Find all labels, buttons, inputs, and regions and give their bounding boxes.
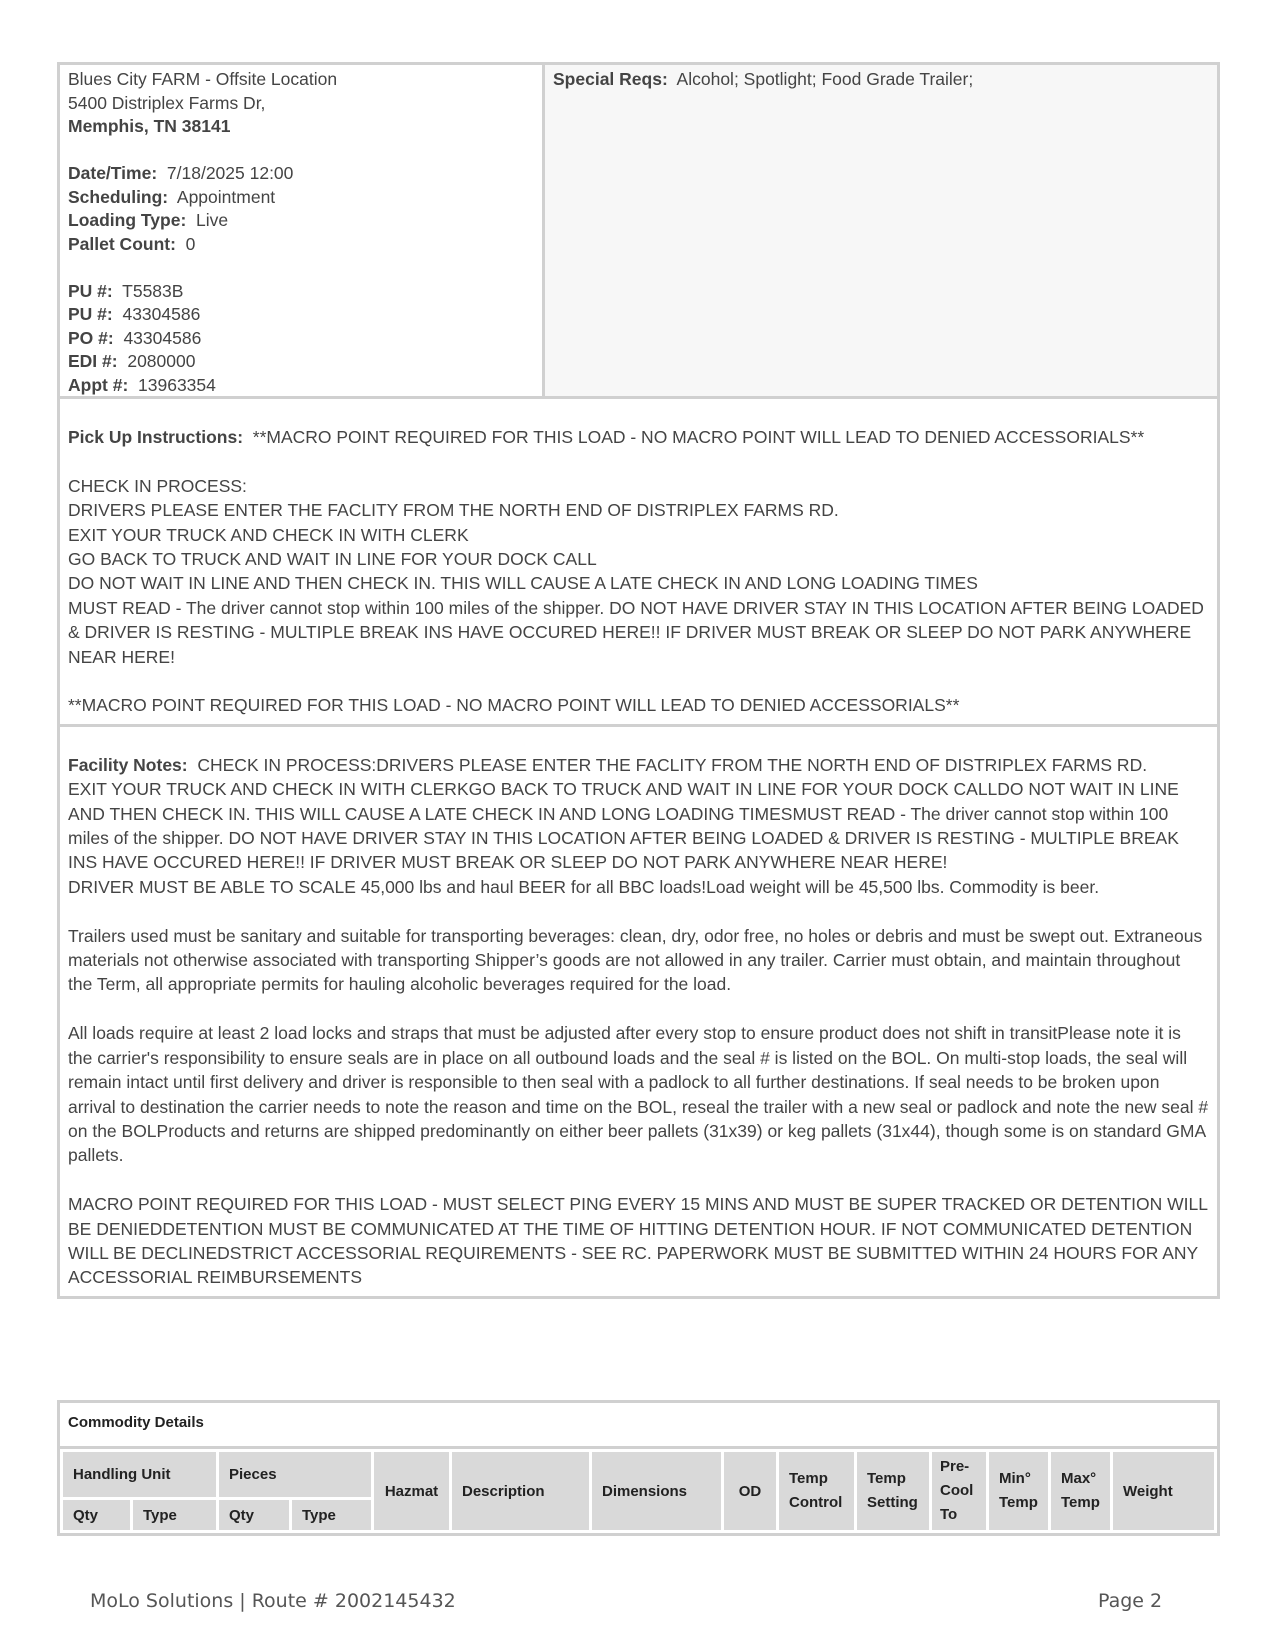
pickup-instructions bbox=[57, 399, 1220, 727]
th-weight: Weight bbox=[1112, 1451, 1216, 1532]
location-block bbox=[57, 62, 1220, 399]
th-pieces: Pieces bbox=[218, 1451, 373, 1499]
special-reqs bbox=[545, 65, 1217, 396]
location-street: 5400 Distriplex Farms Dr, bbox=[68, 92, 266, 113]
location-city: Memphis, TN 38141 bbox=[68, 116, 231, 136]
field-loading-type: Loading Type: Live bbox=[68, 210, 229, 230]
special-reqs-label: Special Reqs: bbox=[553, 69, 668, 89]
footer-route: MoLo Solutions | Route # 2002145432 bbox=[90, 1590, 456, 1612]
special-reqs-value: Alcohol; Spotlight; Food Grade Trailer; bbox=[676, 69, 974, 89]
th-hu-type: Type bbox=[132, 1499, 218, 1532]
facility-notes bbox=[57, 727, 1220, 1299]
field-pu-1: PU #: T5583B bbox=[68, 280, 184, 301]
field-po: PO #: 43304586 bbox=[68, 327, 202, 348]
th-temp-setting: Temp Setting bbox=[856, 1451, 931, 1532]
facility-p4: MACRO POINT REQUIRED FOR THIS LOAD - MUST SELECT PING EVERY 15 MINS AND MUST BE SUPER TRACKED OR DETENTION WILL BE DENIEDDETENTION MUST BE COMMUNICATED AT THE TIME OF HITTING DETENTION HOUR. IF NOT COMMUNICATED DETENTION WILL BE DECLINEDSTRICT ACCESSORIAL REQUIREMENTS - SEE RC. PAPERWORK MUST BE SUBMITTED WITHIN 24 HOURS FOR ANY ACCESSORIAL REIMBURSEMENTS bbox=[68, 1194, 1213, 1288]
field-pallet-count: Pallet Count: 0 bbox=[68, 233, 196, 254]
commodity-details bbox=[57, 1400, 1220, 1536]
th-pieces-type: Type bbox=[291, 1499, 373, 1532]
facility-label: Facility Notes: bbox=[68, 754, 188, 775]
field-appt: Appt #: 13963354 bbox=[68, 374, 216, 395]
facility-p1-first: CHECK IN PROCESS:DRIVERS PLEASE ENTER THE FACLITY FROM THE NORTH END OF DISTRIPLEX FARMS RD. bbox=[197, 754, 1148, 775]
th-temp-control: Temp Control bbox=[778, 1451, 856, 1532]
th-handling-unit: Handling Unit bbox=[62, 1451, 218, 1499]
field-scheduling: Scheduling: Appointment bbox=[68, 186, 276, 207]
field-datetime: Date/Time: 7/18/2025 12:00 bbox=[68, 163, 294, 183]
pickup-process: CHECK IN PROCESS: DRIVERS PLEASE ENTER THE FACLITY FROM THE NORTH END OF DISTRIPLEX FARMS RD. EXIT YOUR TRUCK AND CHECK IN WITH CLERK GO BACK TO TRUCK AND WAIT IN LINE FOR YOUR DOCK CALL DO NOT WAIT IN LINE AND THEN CHECK IN. THIS WILL CAUSE A LATE CHECK IN AND LONG LOADING TIMES MUST READ - The driver cannot stop within 100 miles of the shipper. DO NOT HAVE DRIVER STAY IN THIS LOCATION AFTER BEING LOADED & DRIVER IS RESTING - MULTIPLE BREAK INS HAVE OCCURED HERE!! IF DRIVER MUST BREAK OR SLEEP DO NOT PARK ANYWHERE NEAR HERE! bbox=[68, 475, 1204, 667]
facility-p1-rest: EXIT YOUR TRUCK AND CHECK IN WITH CLERKGO BACK TO TRUCK AND WAIT IN LINE FOR YOUR DOCK CALLDO NOT WAIT IN LINE AND THEN CHECK IN. THIS WILL CAUSE A LATE CHECK IN AND LONG LOADING TIMESMUST READ - The driver cannot stop within 100 miles of the shipper. DO NOT HAVE DRIVER STAY IN THIS LOCATION AFTER BEING LOADED & DRIVER IS RESTING - MULTIPLE BREAK INS HAVE OCCURED HERE!! IF DRIVER MUST BREAK OR SLEEP DO NOT PARK ANYWHERE NEAR HERE! DRIVER MUST BE ABLE TO SCALE 45,000 lbs and haul BEER for all BBC loads!Load weight will be 45,500 lbs. Commodity is beer. bbox=[68, 779, 1179, 897]
th-min-temp: Min° Temp bbox=[988, 1451, 1050, 1532]
th-max-temp: Max° Temp bbox=[1050, 1451, 1112, 1532]
field-pu-2: PU #: 43304586 bbox=[68, 304, 201, 324]
commodity-table bbox=[60, 1449, 1217, 1533]
stop-details bbox=[57, 62, 1220, 1299]
location-name: Blues City FARM - Offsite Location bbox=[68, 69, 338, 89]
pickup-first: **MACRO POINT REQUIRED FOR THIS LOAD - NO MACRO POINT WILL LEAD TO DENIED ACCESSORIALS** bbox=[252, 427, 1145, 447]
th-od: OD bbox=[723, 1451, 778, 1532]
th-dimensions: Dimensions bbox=[591, 1451, 723, 1532]
th-hu-qty: Qty bbox=[62, 1499, 132, 1532]
pickup-label: Pick Up Instructions: bbox=[68, 427, 244, 447]
th-hazmat: Hazmat bbox=[373, 1451, 451, 1532]
footer-page: Page 2 bbox=[1098, 1590, 1163, 1612]
facility-p2: Trailers used must be sanitary and suitable for transporting beverages: clean, dry, odor free, no holes or debris and must be swept out. Extraneous materials not otherwise associated with transporting Shipper’s goods are not allowed in any trailer. Carrier must obtain, and maintain throughout the Term, all appropriate permits for hauling alcoholic beverages required for the load. bbox=[68, 925, 1208, 995]
field-edi: EDI #: 2080000 bbox=[68, 351, 196, 371]
pickup-last: **MACRO POINT REQUIRED FOR THIS LOAD - NO MACRO POINT WILL LEAD TO DENIED ACCESSORIALS** bbox=[68, 695, 960, 716]
th-pieces-qty: Qty bbox=[218, 1499, 291, 1532]
th-precool: Pre-Cool To bbox=[931, 1451, 988, 1532]
commodity-title: Commodity Details bbox=[60, 1403, 1217, 1449]
facility-p3: All loads require at least 2 load locks and straps that must be adjusted after every stop to ensure product does not shift in transitPlease note it is the carrier's responsibility to ensure seals are in place on all outbound loads and the seal # is listed on the BOL. On multi-stop loads, the seal will remain intact until first delivery and driver is responsible to then seal with a padlock to all further destinations. If seal needs to be broken upon arrival to destination the carrier needs to note the reason and time on the BOL, reseal the trailer with a new seal or padlock and note the new seal # on the BOLProducts and returns are shipped predominantly on either beer pallets (31x39) or keg pallets (31x44), though some is on standard GMA pallets. bbox=[68, 1023, 1213, 1166]
th-description: Description bbox=[451, 1451, 591, 1532]
location-info bbox=[60, 65, 545, 396]
